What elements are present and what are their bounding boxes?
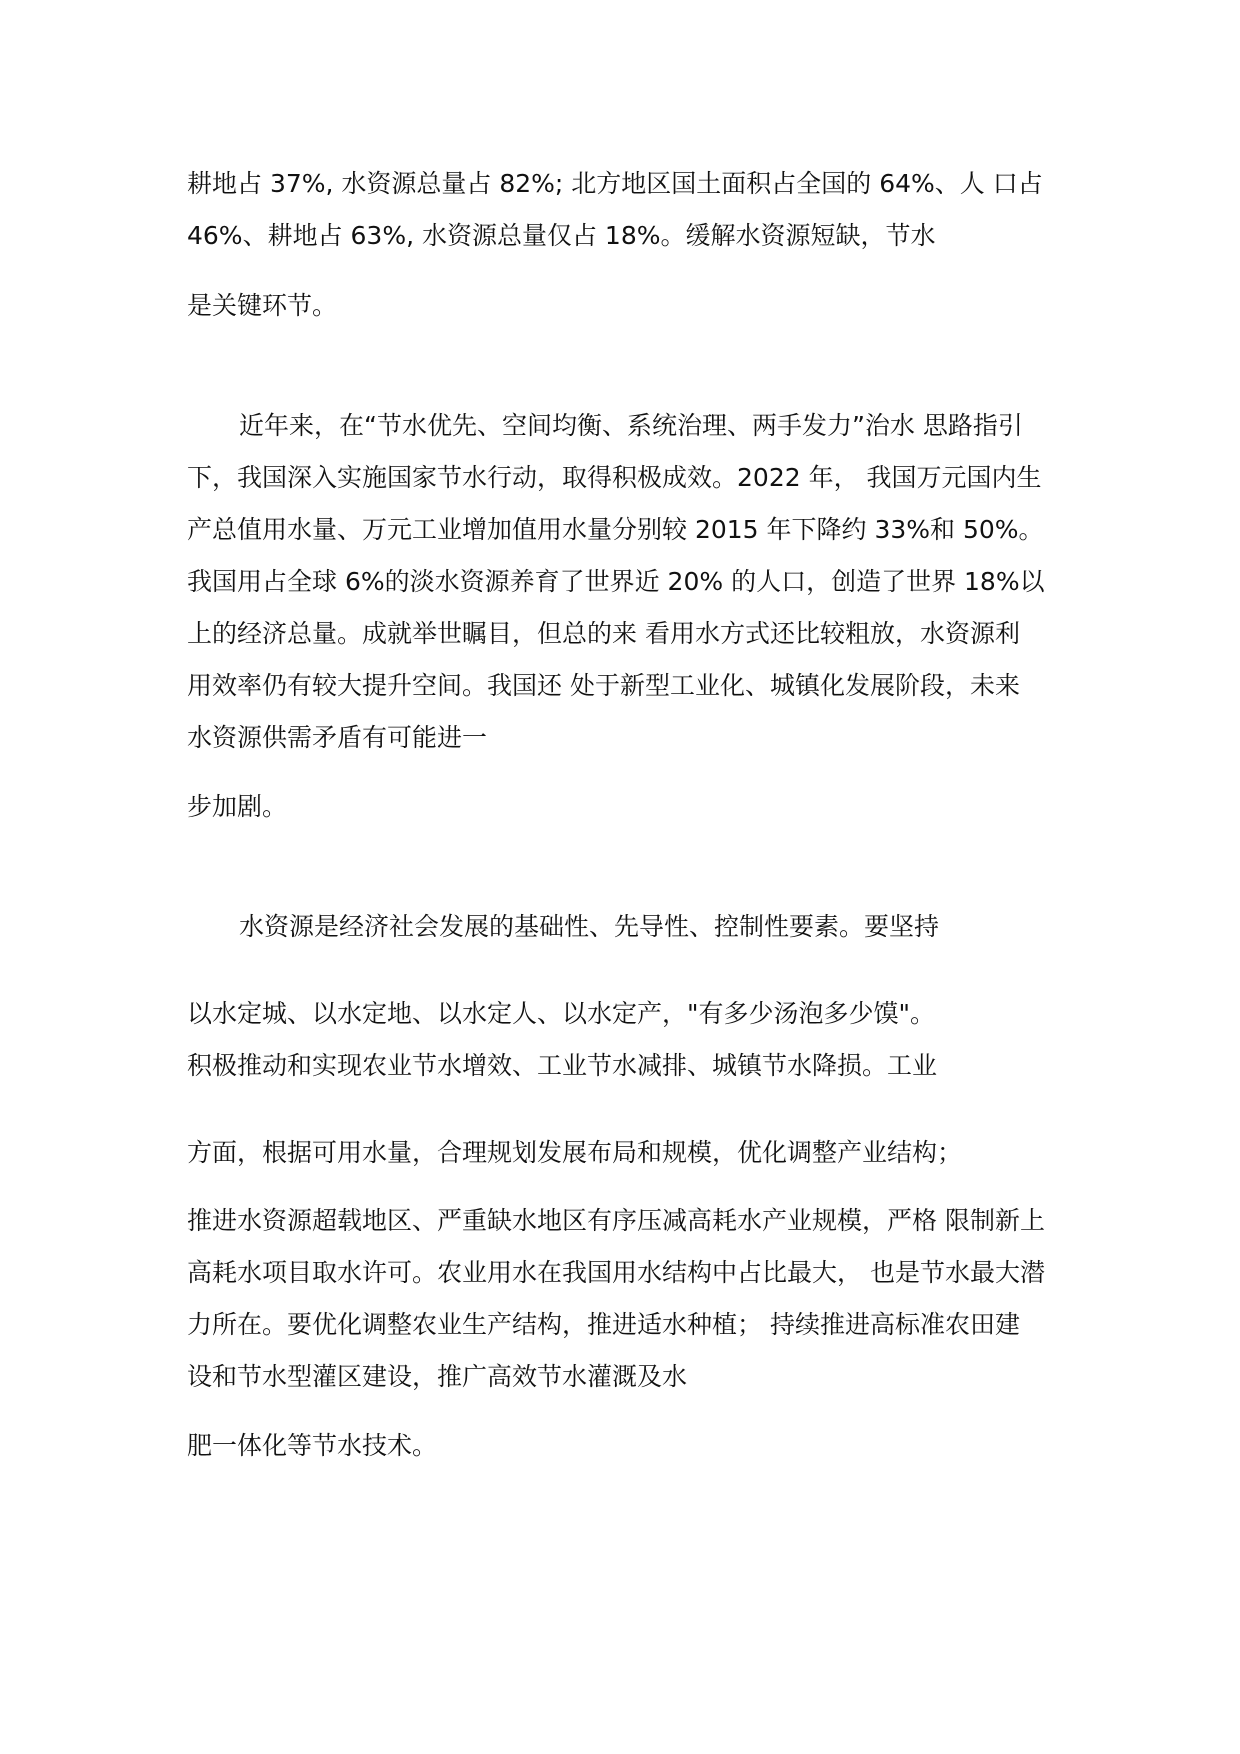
text-line: 设和节水型灌区建设，推广高效节水灌溉及水: [187, 1362, 688, 1391]
text-line: 是关键环节。: [187, 291, 338, 320]
text-line: 上的经济总量。成就举世瞩目，但总的来 看用水方式还比较粗放，水资源利: [187, 619, 1020, 648]
text-line: 下，我国深入实施国家节水行动，取得积极成效。2022 年， 我国万元国内生: [187, 463, 1042, 492]
text-line: 46%、耕地占 63%, 水资源总量仅占 18%。缓解水资源短缺，节水: [187, 221, 936, 250]
text-line: 耕地占 37%, 水资源总量占 82%; 北方地区国土面积占全国的 64%、人 口占: [187, 169, 1043, 198]
paragraph-first-line: 水资源是经济社会发展的基础性、先导性、控制性要素。要坚持: [239, 912, 940, 941]
text-line: 推进水资源超载地区、严重缺水地区有序压减高耗水产业规模，严格 限制新上: [187, 1206, 1045, 1235]
text-line: 我国用占全球 6%的淡水资源养育了世界近 20% 的人口，创造了世界 18%以: [187, 567, 1045, 596]
text-line: 产总值用水量、万元工业增加值用水量分别较 2015 年下降约 33%和 50%。: [187, 515, 1044, 544]
text-line: 高耗水项目取水许可。农业用水在我国用水结构中占比最大， 也是节水最大潜: [187, 1258, 1045, 1287]
text-line: 方面，根据可用水量，合理规划发展布局和规模，优化调整产业结构；: [187, 1138, 963, 1167]
text-line: 步加剧。: [187, 792, 288, 821]
text-line: 用效率仍有较大提升空间。我国还 处于新型工业化、城镇化发展阶段，未来: [187, 671, 1020, 700]
text-line: 肥一体化等节水技术。: [187, 1431, 438, 1460]
text-line: 力所在。要优化调整农业生产结构，推进适水种植； 持续推进高标准农田建: [187, 1310, 1020, 1339]
paragraph-first-line: 近年来，在“节水优先、空间均衡、系统治理、两手发力”治水 思路指引: [239, 411, 1023, 440]
text-line: 水资源供需矛盾有可能进一: [187, 723, 488, 752]
text-line: 以水定城、以水定地、以水定人、以水定产，"有多少汤泡多少馍"。: [187, 999, 936, 1028]
text-line: 积极推动和实现农业节水增效、工业节水减排、城镇节水降损。工业: [187, 1051, 938, 1080]
